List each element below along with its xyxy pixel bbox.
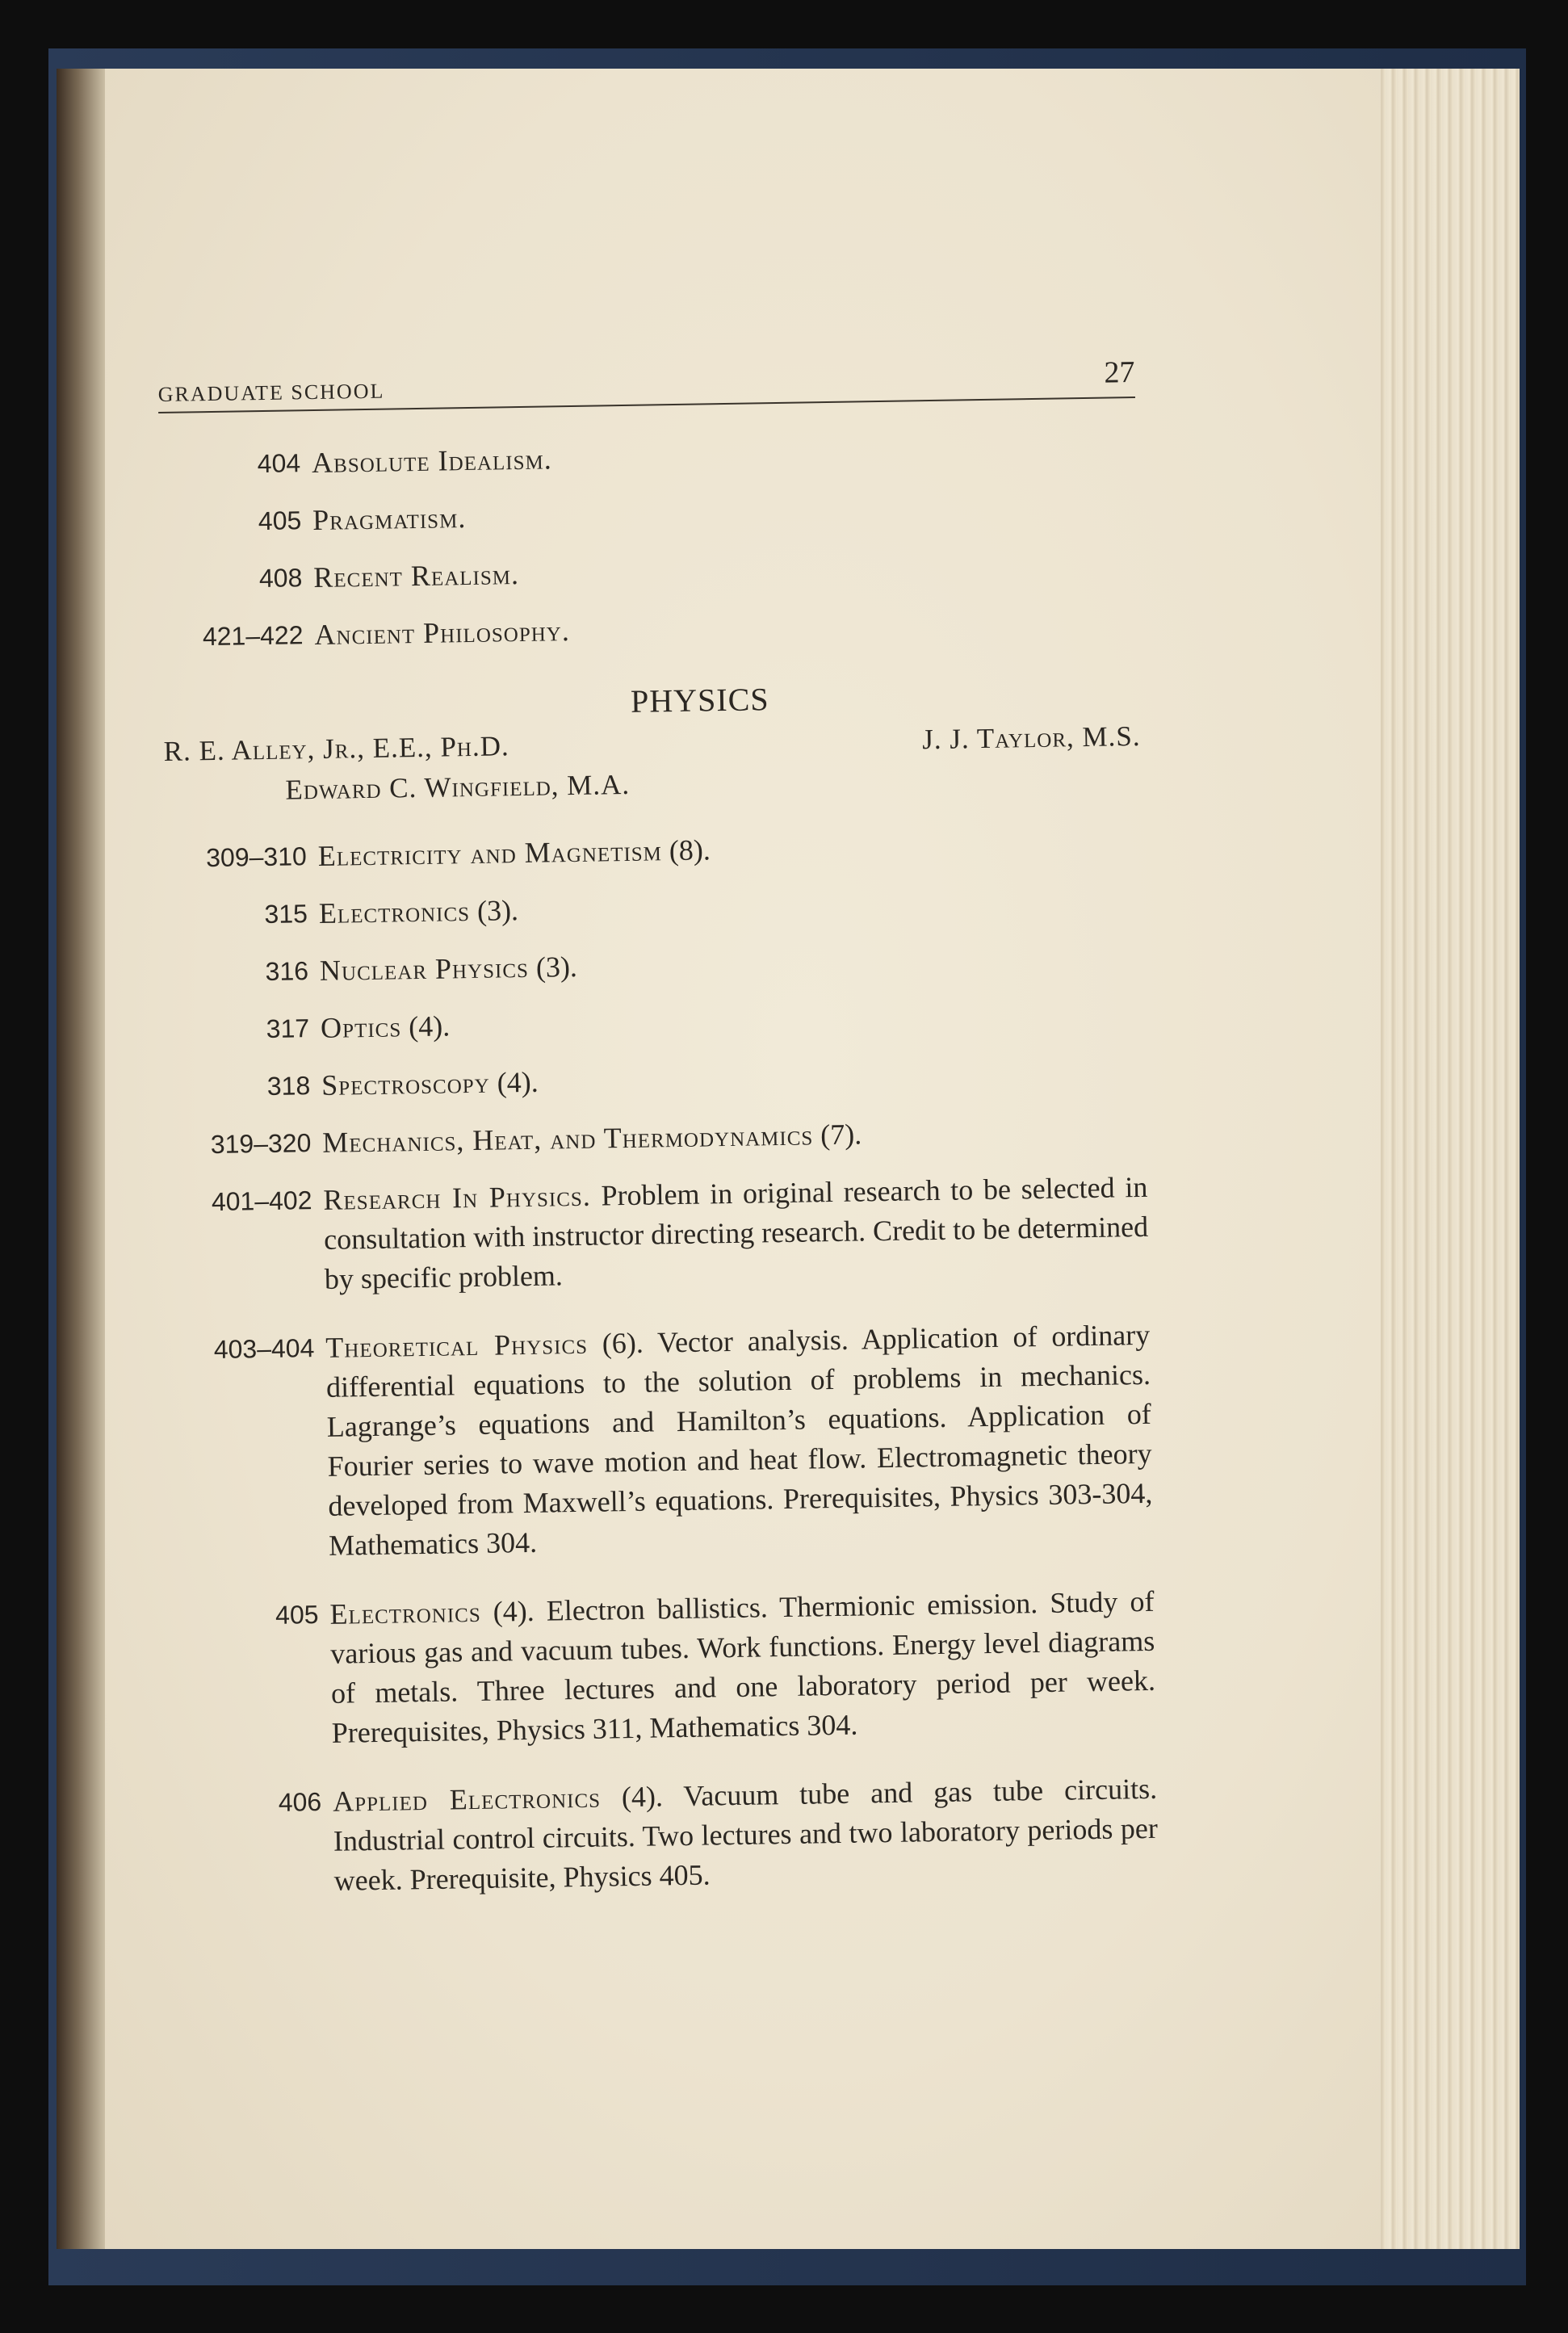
course-credits: (8). bbox=[661, 833, 711, 867]
course-title: Electricity and Magnetism bbox=[317, 834, 663, 872]
course-entry bbox=[166, 881, 1144, 936]
course-credits: (4). bbox=[400, 1009, 451, 1043]
course-number: 421–422 bbox=[202, 620, 304, 652]
course-title: Applied Electronics bbox=[332, 1781, 602, 1818]
course-entry bbox=[168, 996, 1146, 1051]
course-title: Mechanics, Heat, and Thermodynamics bbox=[322, 1118, 814, 1159]
course-number: 317 bbox=[266, 1013, 310, 1043]
course-description: (4). Vacuum tube and gas tube circuits. Industrial control circuits. Two lectures and two laboratory periods per week. Prerequisite, Physics 405. bbox=[333, 1772, 1159, 1897]
course-entry bbox=[165, 824, 1142, 879]
course-title: Optics bbox=[320, 1010, 402, 1044]
faculty-member: Edward C. Wingfield, M.A. bbox=[285, 768, 631, 806]
course-entry-described bbox=[170, 1168, 1149, 1302]
faculty-list bbox=[163, 720, 1141, 816]
course-title: Pragmatism. bbox=[312, 501, 467, 537]
course-entry bbox=[170, 1110, 1147, 1165]
faculty-member: R. E. Alley, Jr., E.E., Ph.D. bbox=[163, 730, 510, 767]
course-title: Ancient Philosophy. bbox=[314, 615, 571, 651]
course-number: 401–402 bbox=[211, 1185, 312, 1217]
course-description: (6). Vector analysis. Application of ordinary differential equations to the solution of problems in mechanics. Lagrange’s equations and Hamilton’s equations. Application of Fourier series to wave motion and heat flow. Electromagnetic theory developed from Maxwell’s equations. Prerequisites, Physics 303-304, Mathematics 304. bbox=[325, 1318, 1153, 1562]
course-credits: (3). bbox=[528, 950, 578, 984]
faculty-member: J. J. Taylor, M.S. bbox=[921, 720, 1141, 756]
course-title: Electronics bbox=[318, 895, 471, 929]
course-entry bbox=[159, 430, 1137, 485]
page-number: 27 bbox=[1104, 355, 1135, 390]
course-entry bbox=[167, 938, 1145, 993]
course-description: (4). Electron ballistics. Thermionic emission. Study of various gas and vacuum tubes. Work functions. Energy level diagrams of metals. Three lectures and one laboratory period per week. Prerequisites, Physics 311, Mathematics 304. bbox=[329, 1584, 1156, 1749]
course-number: 319–320 bbox=[210, 1128, 312, 1160]
section-title-physics: PHYSICS bbox=[630, 681, 769, 720]
course-number: 406 bbox=[278, 1787, 322, 1817]
course-entry-described bbox=[173, 1315, 1153, 1568]
page-content bbox=[157, 340, 1159, 1932]
course-entry bbox=[169, 1053, 1147, 1108]
course-number: 405 bbox=[275, 1600, 319, 1630]
course-title: Nuclear Physics bbox=[319, 950, 530, 987]
course-entry-described bbox=[177, 1582, 1156, 1756]
course-number: 318 bbox=[266, 1071, 311, 1101]
course-number: 403–404 bbox=[213, 1333, 315, 1365]
course-title: Theoretical Physics bbox=[325, 1327, 589, 1364]
course-description: Problem in original research to be selected in consultation with instructor directing research. Credit to be determined by specific problem. bbox=[323, 1170, 1149, 1295]
course-credits: (3). bbox=[469, 894, 519, 928]
course-number: 309–310 bbox=[205, 841, 308, 873]
course-entry bbox=[161, 602, 1139, 657]
course-title: Recent Realism. bbox=[313, 558, 520, 594]
page-edges bbox=[1373, 69, 1520, 2249]
course-number: 405 bbox=[258, 506, 302, 536]
course-title: Spectroscopy bbox=[321, 1066, 490, 1101]
course-credits: (7). bbox=[812, 1118, 862, 1152]
course-number: 316 bbox=[265, 956, 309, 986]
course-entry bbox=[161, 545, 1138, 600]
course-title: Absolute Idealism. bbox=[311, 443, 552, 480]
course-entry-described bbox=[180, 1769, 1159, 1903]
course-number: 404 bbox=[257, 448, 301, 479]
course-title: Research In Physics. bbox=[323, 1179, 592, 1216]
book-binding bbox=[57, 69, 105, 2249]
course-entry bbox=[160, 488, 1138, 543]
course-credits: (4). bbox=[489, 1065, 539, 1099]
course-title: Electronics bbox=[329, 1595, 481, 1630]
course-number: 315 bbox=[264, 899, 308, 929]
running-head: GRADUATE SCHOOL bbox=[157, 379, 385, 406]
course-number: 408 bbox=[258, 563, 303, 594]
